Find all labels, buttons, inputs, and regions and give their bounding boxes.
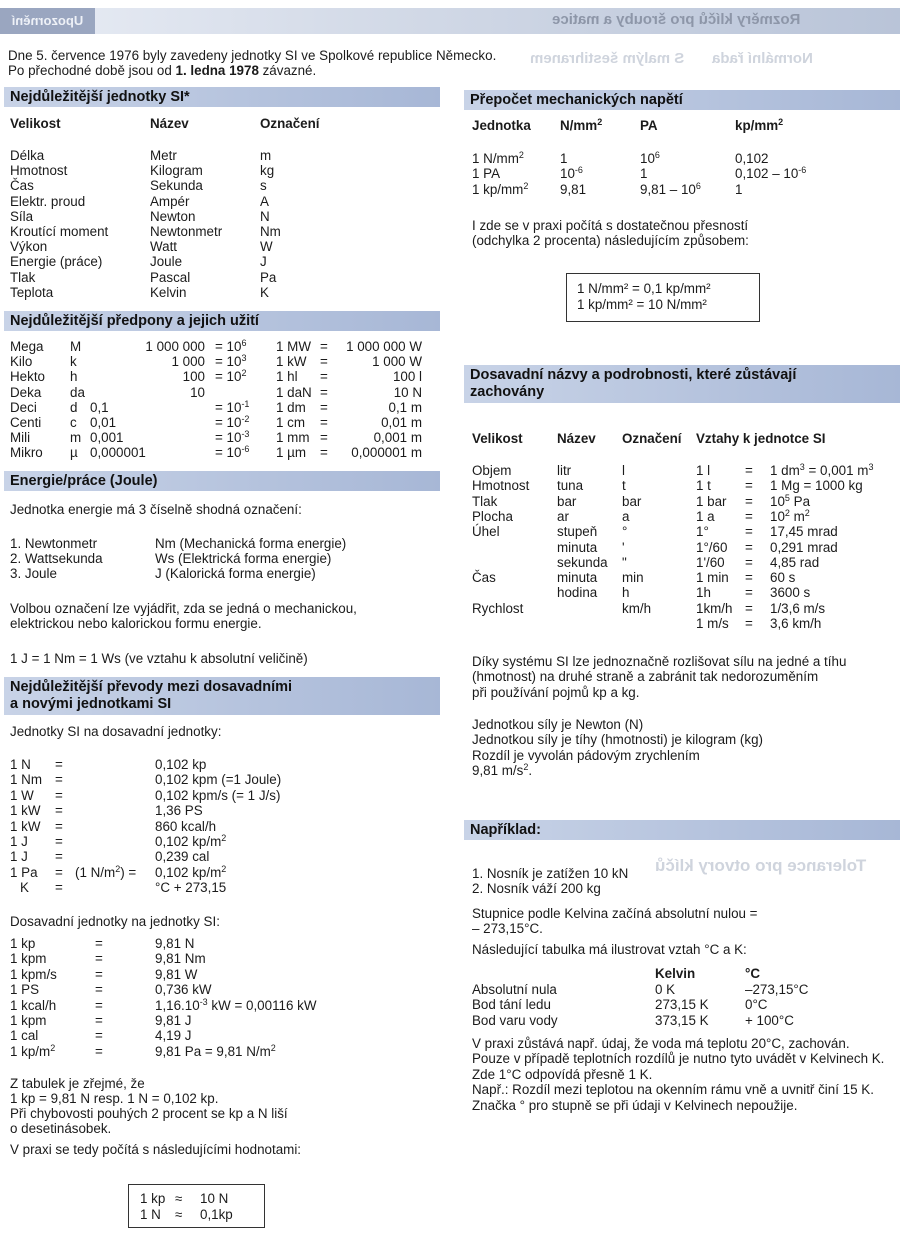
energy-note: Volbou označení lze vyjádřit, zda se jedná o mechanickou,	[10, 601, 357, 616]
table-cell: 373,15 K	[655, 1012, 709, 1028]
stress-box-line: 1 kp/mm² = 10 N/mm²	[577, 297, 707, 312]
equals-sign: =	[745, 570, 753, 586]
table-cell: Kilogram	[150, 163, 203, 179]
conversion-note: V praxi se tedy počítá s následujícími hodnotami:	[10, 1142, 302, 1157]
conversion-to: 9,81 N	[155, 936, 195, 951]
table-cell: Hmotnost	[472, 478, 530, 494]
conversion-from: 1 kp	[10, 936, 36, 951]
equals-sign: =	[320, 445, 328, 461]
conversion-from: 1 J	[10, 834, 28, 849]
table-cell: Bod varu vody	[472, 1012, 558, 1028]
energy-item-symbol: J (Kalorická forma energie)	[155, 566, 316, 582]
conversion-to: 9,81 W	[155, 966, 198, 982]
table-cell: Watt	[150, 239, 178, 255]
column-header: PA	[640, 118, 658, 133]
section-heading-prefixes: Nejdůležitější předpony a jejich užití	[4, 311, 440, 331]
column-header: Jednotka	[472, 118, 531, 133]
conversion-to: 0,102 $kp/m^2$	[155, 863, 227, 880]
table-cell: 17,45 mrad	[770, 524, 838, 540]
table-cell: '	[622, 539, 625, 555]
prefix-name: Mikro	[10, 445, 43, 461]
table-cell: $0,102 - 10^{-6}$	[735, 165, 807, 182]
show-through-text: Normální řada	[712, 50, 813, 67]
conversions-intro: Jednotky SI na dosavadní jednotky:	[10, 724, 222, 739]
prefix-number: 1 000 000	[145, 339, 205, 354]
column-header: Kelvin	[655, 966, 696, 981]
conversion-to: 0,102 kpm (=1 Joule)	[155, 772, 282, 788]
retained-note: 9,81 $m/s^2$.	[472, 762, 533, 779]
table-cell: 1km/h	[696, 600, 733, 616]
prefix-power: = $10^2$	[215, 368, 247, 385]
example-note: Např.: Rozdíl mezi teplotou na okenním rámu vně a uvnitř činí 15 K.	[472, 1082, 874, 1098]
equals-sign: =	[55, 757, 63, 772]
intro-text: závazné.	[258, 63, 317, 78]
intro-text: Po přechodné době jsou od	[8, 63, 176, 78]
table-cell: 4,85 rad	[770, 554, 820, 570]
table-cell: 3600 s	[770, 585, 811, 601]
prefix-name: Deci	[10, 399, 37, 415]
table-cell: Délka	[10, 148, 45, 163]
stress-note: (odchylka 2 procenta) následujícím způsobem:	[472, 233, 749, 248]
prefix-name: Centi	[10, 415, 42, 430]
example-note: Pouze v případě teplotních rozdílů je nutno tyto uvádět v Kelvinech K.	[472, 1051, 885, 1067]
example-item: 1. Nosník je zatížen 10 kN	[472, 866, 629, 881]
conversion-from: K	[20, 880, 29, 896]
table-cell: 273,15 K	[655, 997, 709, 1013]
prefix-number: 10	[190, 384, 205, 400]
equals-sign: =	[55, 880, 63, 896]
table-cell: Pa	[260, 269, 277, 285]
table-cell: bar	[557, 493, 577, 509]
conversion-from: 1 Nm	[10, 772, 42, 788]
conversion-from: 1 kpm/s	[10, 966, 57, 982]
retained-note: při používání pojmů kp a kg.	[472, 684, 640, 700]
equals-sign: =	[55, 864, 63, 880]
conversion-from: 1 PS	[10, 982, 40, 998]
table-cell: 1°	[696, 524, 709, 540]
conversion-to: 0,102 kp	[155, 757, 207, 772]
prefix-example-value: 1 000 W	[372, 354, 422, 370]
conversion-to: 9,81 Nm	[155, 951, 206, 967]
prefix-symbol: d	[70, 399, 78, 415]
equals-sign: =	[95, 951, 103, 967]
equals-sign: =	[320, 399, 328, 415]
table-cell: W	[260, 239, 273, 255]
conversion-to: 0,736 kW	[155, 982, 212, 998]
stress-box	[566, 273, 760, 322]
table-cell: J	[260, 254, 267, 270]
table-cell: 1 t	[696, 478, 711, 494]
table-cell: $10^5$ Pa	[770, 492, 811, 509]
equals-sign: =	[745, 463, 753, 478]
equals-sign: =	[55, 849, 63, 865]
table-cell: Plocha	[472, 508, 513, 524]
equals-sign: =	[55, 787, 63, 803]
kelvin-note: – 273,15°C.	[472, 921, 543, 936]
conversion-from: 1 kW	[10, 803, 41, 819]
example-item: 2. Nosník váží 200 kg	[472, 881, 601, 896]
conversion-mid: (1 $N/m^2$) =	[75, 863, 137, 880]
table-cell: stupeň	[557, 524, 598, 540]
conversion-note: Při chybovosti pouhých 2 procent se kp a N liší	[10, 1106, 288, 1121]
equals-sign: =	[55, 772, 63, 788]
table-cell: Newtonmetr	[150, 224, 223, 239]
table-cell: K	[260, 284, 269, 300]
prefix-power: = $10^{-1}$	[215, 398, 250, 415]
table-cell: 0°C	[745, 997, 768, 1013]
prefix-symbol: da	[70, 384, 85, 400]
table-cell: A	[260, 193, 269, 209]
table-cell: 1h	[696, 585, 711, 601]
equals-sign: =	[745, 524, 753, 540]
table-cell: Tlak	[472, 493, 498, 509]
table-cell: Výkon	[10, 239, 48, 255]
table-cell: Síla	[10, 208, 34, 224]
energy-item-name: 2. Wattsekunda	[10, 551, 103, 567]
equals-sign: =	[320, 415, 328, 430]
header-title: Rozměry klíčů pro šrouby a matice	[551, 11, 800, 28]
column-header: Název	[150, 116, 189, 131]
table-cell: 0 K	[655, 982, 676, 997]
equals-sign: =	[320, 339, 328, 354]
equals-sign: =	[745, 585, 753, 601]
prefix-example: 1 cm	[276, 415, 306, 430]
column-header: Velikost	[10, 116, 61, 131]
equals-sign: =	[95, 1043, 103, 1059]
conversion-from: 1 kpm	[10, 951, 47, 967]
conversion-from: 1 N	[10, 757, 31, 772]
table-cell: km/h	[622, 600, 652, 616]
prefix-name: Deka	[10, 384, 42, 400]
prefix-symbol: c	[70, 415, 77, 430]
table-cell: 1 Mg = 1000 kg	[770, 478, 863, 494]
table-cell: °	[622, 524, 628, 540]
prefix-example: 1 daN	[276, 384, 312, 400]
equals-sign: =	[95, 966, 103, 982]
prefix-symbol: m	[70, 430, 82, 446]
header-badge: Upozornění	[0, 8, 95, 34]
section-heading-conversions	[4, 677, 440, 715]
table-cell: s	[260, 178, 267, 194]
prefix-example-value: 1 000 000 W	[346, 339, 422, 354]
conversion-note: o desetinásobek.	[10, 1121, 112, 1136]
conversion-to: 0,239 cal	[155, 849, 210, 865]
table-cell: Joule	[150, 254, 183, 270]
equals-sign: =	[745, 539, 753, 555]
conversion-to: 860 kcal/h	[155, 818, 217, 834]
prefix-example: 1 hl	[276, 369, 298, 385]
kelvin-table-intro: Následující tabulka má ilustrovat vztah °C a K:	[472, 942, 747, 957]
kelvin-note: Stupnice podle Kelvina začíná absolutní nulou =	[472, 906, 758, 921]
equals-sign: =	[95, 1013, 103, 1028]
table-cell: hodina	[557, 585, 598, 601]
table-cell: 1°/60	[696, 539, 728, 555]
prefix-name: Mili	[10, 430, 31, 446]
table-cell: 0,102	[735, 151, 769, 166]
conversion-note: Z tabulek je zřejmé, že	[10, 1076, 145, 1091]
table-cell: 1	[640, 166, 648, 182]
column-header: Vztahy k jednotce SI	[696, 431, 826, 446]
header-band	[0, 8, 900, 34]
equals-sign: =	[320, 384, 328, 400]
equals-sign: =	[320, 354, 328, 370]
table-cell: 1/3,6 m/s	[770, 600, 826, 616]
prefix-number: 100	[182, 369, 205, 385]
table-cell: bar	[622, 493, 642, 509]
table-cell: 1	[560, 151, 568, 166]
prefix-example: 1 dm	[276, 399, 306, 415]
equals-sign: =	[95, 997, 103, 1013]
equals-sign: =	[95, 1028, 103, 1044]
heading-line: a novými jednotkami SI	[10, 696, 172, 712]
conversion-from: 1 kcal/h	[10, 997, 57, 1013]
conversion-to: °C + 273,15	[155, 880, 227, 896]
table-cell: 0,291 mrad	[770, 539, 838, 555]
table-cell: Úhel	[472, 524, 500, 540]
table-cell: minuta	[557, 539, 598, 555]
section-heading-retained	[464, 365, 900, 403]
equals-sign: =	[55, 834, 63, 849]
table-cell: h	[622, 585, 630, 601]
table-cell: sekunda	[557, 554, 608, 570]
prefix-example: 1 kW	[276, 354, 307, 370]
prefix-power: = $10^6$	[215, 338, 247, 354]
conversion-to: 9,81 Pa = 9,81 $N/m^2$	[155, 1042, 276, 1059]
table-cell: Metr	[150, 148, 177, 163]
table-cell: Energie (práce)	[10, 254, 103, 270]
table-cell: $9,81 - 10^6$	[640, 180, 701, 197]
conversion-from: 1 J	[10, 849, 28, 865]
conversion-note: 1 kp = 9,81 N resp. 1 N = 0,102 kp.	[10, 1091, 219, 1106]
table-cell: 1'/60	[696, 554, 725, 570]
table-cell: Absolutní nula	[472, 982, 557, 997]
prefix-symbol: M	[70, 339, 82, 354]
prefix-symbol: k	[70, 354, 77, 370]
column-header: Název	[557, 431, 596, 446]
prefix-power: = $10^{-6}$	[215, 444, 250, 461]
table-cell: min	[622, 570, 644, 586]
equals-sign: =	[745, 493, 753, 509]
equals-sign: =	[95, 982, 103, 998]
table-cell: 1 $N/mm^2$	[472, 150, 524, 166]
approx-to: 10 N	[200, 1191, 229, 1206]
example-note: Zde 1°C odpovídá přesně 1 K.	[472, 1066, 653, 1082]
stress-box-line: 1 N/mm² = 0,1 kp/mm²	[577, 281, 711, 296]
energy-item-symbol: Ws (Elektrická forma energie)	[155, 551, 332, 567]
table-cell: N	[260, 208, 270, 224]
section-heading-example: Například:	[464, 820, 900, 840]
show-through-text: S malým šestihranem	[530, 50, 685, 67]
prefix-symbol: h	[70, 369, 78, 385]
equals-sign: =	[95, 936, 103, 951]
table-cell: 1 a	[696, 508, 715, 524]
table-cell: $10^{-6}$	[560, 165, 583, 182]
show-through-text: Tolerance pro otvory klíčů	[655, 856, 867, 875]
prefix-example: 1 MW	[276, 339, 311, 354]
table-cell: 1 min	[696, 570, 729, 586]
table-cell: 3,6 km/h	[770, 616, 822, 631]
prefix-number: 1 000	[171, 354, 205, 370]
prefix-power: = $10^{-2}$	[215, 414, 250, 430]
conversion-to: 0,102 $kp/m^2$	[155, 833, 227, 849]
conversion-from: 1 $kp/m^2$	[10, 1042, 56, 1059]
column-header: Velikost	[472, 431, 523, 446]
conversion-to: $1,16.10^{-3}$ kW = 0,00116 kW	[155, 996, 317, 1013]
stress-note: I zde se v praxi počítá s dostatečnou přesností	[472, 218, 749, 233]
prefix-name: Kilo	[10, 354, 33, 370]
retained-note: (hmotnost) na druhé straně a zabránit tak nedorozuměním	[472, 669, 819, 685]
section-heading-si-units: Nejdůležitější jednotky SI*	[4, 87, 440, 107]
table-cell: Nm	[260, 224, 281, 239]
column-header: $N/mm^2$	[560, 117, 603, 133]
table-cell: Pascal	[150, 269, 191, 285]
table-cell: Sekunda	[150, 178, 203, 194]
prefix-power: = $10^3$	[215, 353, 247, 370]
energy-item-symbol: Nm (Mechanická forma energie)	[155, 536, 347, 551]
conversion-from: 1 kW	[10, 818, 41, 834]
table-cell: 9,81	[560, 181, 587, 197]
table-cell: 1 PA	[472, 166, 501, 182]
column-header: $kp/mm^2$	[735, 117, 784, 133]
table-cell: Čas	[10, 178, 34, 194]
conversion-from: 1 kpm	[10, 1013, 47, 1028]
prefix-value: 0,1	[90, 399, 109, 415]
table-cell: Objem	[472, 463, 512, 478]
prefix-example-value: 0,01 m	[381, 415, 422, 430]
table-cell: Tlak	[10, 269, 36, 285]
table-cell: 1 $dm^3 = 0,001$ $m^3$	[770, 462, 874, 478]
section-heading-stress: Přepočet mechanických napětí	[464, 90, 900, 110]
retained-note: Jednotkou síly je Newton (N)	[472, 717, 644, 732]
retained-note: Jednotkou síly je tíhy (hmotnosti) je kilogram (kg)	[472, 732, 763, 748]
prefix-example-value: 10 N	[393, 384, 422, 400]
table-cell: Čas	[472, 570, 496, 586]
table-cell: tuna	[557, 478, 584, 494]
table-cell: minuta	[557, 570, 598, 586]
table-cell: litr	[557, 463, 572, 478]
table-cell: t	[622, 478, 626, 494]
table-cell: 1 $kp/mm^2$	[472, 180, 529, 197]
approximation-box	[128, 1184, 265, 1228]
equals-sign: =	[745, 600, 753, 616]
intro-date: 1. ledna 1978	[175, 63, 259, 78]
table-cell: –273,15°C	[745, 982, 809, 997]
energy-item-name: 1. Newtonmetr	[10, 536, 98, 551]
table-cell: m	[260, 148, 272, 163]
approx-to: 0,1kp	[200, 1207, 233, 1222]
prefix-value: 0,001	[90, 430, 124, 446]
equals-sign: =	[745, 508, 753, 524]
heading-line: Nejdůležitější převody mezi dosavadními	[10, 679, 293, 695]
equals-sign: =	[745, 554, 753, 570]
table-cell: 1 l	[696, 463, 711, 478]
retained-note: Rozdíl je vyvolán pádovým zrychlením	[472, 747, 700, 763]
table-cell: 60 s	[770, 570, 796, 586]
approx-sign: ≈	[175, 1207, 183, 1222]
table-cell: $10^2$ $m^2$	[770, 507, 810, 524]
intro-line: Dne 5. července 1976 byly zavedeny jednotky SI ve Spolkové republice Německo.	[8, 48, 497, 63]
table-cell: $10^6$	[640, 150, 660, 166]
prefix-example-value: 100 l	[392, 369, 422, 385]
column-header: Označení	[260, 116, 320, 131]
table-cell: 1	[735, 181, 743, 197]
table-cell: "	[622, 554, 627, 570]
table-cell: 1 m/s	[696, 616, 729, 631]
approx-from: 1 kp	[140, 1191, 166, 1206]
equals-sign: =	[55, 803, 63, 819]
conversion-from: 1 cal	[10, 1028, 39, 1044]
prefix-example-value: 0,001 m	[373, 430, 422, 446]
table-cell: Ampér	[150, 193, 190, 209]
column-header: Označení	[622, 431, 682, 446]
section-heading-energy: Energie/práce (Joule)	[4, 471, 440, 491]
conversion-to: 1,36 PS	[155, 803, 203, 819]
table-cell: a	[622, 508, 630, 524]
equals-sign: =	[55, 818, 63, 834]
prefix-power: = $10^{-3}$	[215, 429, 250, 446]
example-note: Značka ° pro stupně se při údaji v Kelvinech nepoužije.	[472, 1097, 798, 1113]
table-cell: Teplota	[10, 284, 54, 300]
retained-note: Díky systému SI lze jednoznačně rozlišovat sílu na jedné a tíhu	[472, 654, 847, 669]
table-cell: ar	[557, 508, 569, 524]
prefix-name: Hekto	[10, 369, 45, 385]
table-cell: 1 bar	[696, 493, 727, 509]
example-note: V praxi zůstává např. údaj, že voda má teplotu 20°C, zachován.	[472, 1036, 850, 1051]
equals-sign: =	[320, 430, 328, 446]
prefix-example: 1 µm	[276, 445, 307, 461]
prefix-symbol: µ	[70, 445, 78, 461]
equals-sign: =	[320, 369, 328, 385]
approx-sign: ≈	[175, 1191, 183, 1206]
energy-item-name: 3. Joule	[10, 566, 57, 582]
heading-line: zachovány	[470, 384, 545, 400]
energy-equation: 1 J = 1 Nm = 1 Ws (ve vztahu k absolutní veličině)	[10, 651, 308, 666]
table-cell: Bod tání ledu	[472, 997, 551, 1013]
table-cell: Kroutící moment	[10, 224, 109, 239]
energy-note: elektrickou nebo kalorickou formu energie.	[10, 616, 262, 631]
table-cell: Elektr. proud	[10, 193, 86, 209]
prefix-example-value: 0,000001 m	[351, 445, 422, 461]
intro-line	[8, 63, 316, 79]
equals-sign: =	[745, 616, 753, 631]
prefix-example: 1 mm	[276, 430, 310, 446]
conversion-from: 1 W	[10, 787, 34, 803]
approx-from: 1 N	[140, 1207, 161, 1222]
equals-sign: =	[745, 478, 753, 494]
table-cell: Hmotnost	[10, 163, 68, 179]
table-cell: Kelvin	[150, 284, 187, 300]
prefix-name: Mega	[10, 339, 44, 354]
column-header: °C	[745, 966, 761, 981]
conversions-intro: Dosavadní jednotky na jednotky SI:	[10, 914, 220, 929]
prefix-example-value: 0,1 m	[388, 399, 422, 415]
energy-intro: Jednotka energie má 3 číselně shodná označení:	[10, 502, 302, 517]
conversion-to: 4,19 J	[155, 1028, 192, 1044]
prefix-value: 0,01	[90, 415, 117, 430]
table-cell: + 100°C	[745, 1012, 794, 1028]
conversion-from: 1 Pa	[10, 864, 38, 880]
conversion-to: 9,81 J	[155, 1013, 192, 1028]
table-cell: Newton	[150, 208, 196, 224]
table-cell: l	[622, 463, 625, 478]
conversion-to: 0,102 kpm/s (= 1 J/s)	[155, 787, 281, 803]
table-cell: Rychlost	[472, 600, 524, 616]
table-cell: kg	[260, 163, 275, 179]
heading-line: Dosavadní názvy a podrobnosti, které zůstávají	[470, 367, 797, 383]
prefix-value: 0,000001	[90, 445, 146, 461]
